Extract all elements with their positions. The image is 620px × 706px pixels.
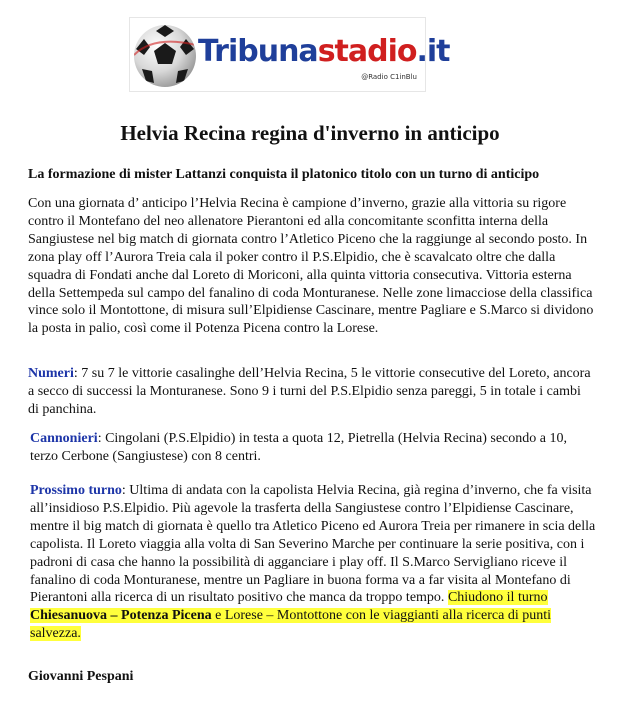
article-subtitle: La formazione di mister Lattanzi conquista il platonico titolo con un turno di anticipo [28,167,540,182]
logo-part-stadio: stadio [317,34,417,69]
radio-tag: @Radio C1inBlu [361,73,417,81]
soccer-ball-icon [134,25,196,87]
logo-part-tribuna: Tribuna [198,34,318,69]
highlight-bold-match: Chiesanuova – Potenza Picena [30,608,212,624]
cannonieri-label: Cannonieri [30,431,98,446]
article-author: Giovanni Pespani [28,669,134,684]
article-title: Helvia Recina regina d'inverno in anticipo [120,121,500,145]
numeri-label: Numeri [28,366,74,381]
prossimo-turno-label: Prossimo turno [30,483,122,498]
numeri-text: : 7 su 7 le vittorie casalinghe dell’Helvia Recina, 5 le vittorie consecutive del Loreto, ancora a secco di successi la Monturanese. Sono 9 i turni del P.S.Elpidio senza pareggi, 5 in totale i cambi di panchina. [28,366,591,417]
site-banner[interactable] [129,17,450,92]
cannonieri-text: : Cingolani (P.S.Elpidio) in testa a quota 12, Pietrella (Helvia Recina) secondo a 10, terzo Cerbone (Sangiustese) con 8 centri. [30,431,567,464]
prossimo-turno-text: : Ultima di andata con la capolista Helvia Recina, già regina d’inverno, che fa visita all’insidioso P.S.Elpidio. Più agevole la trasferta della Sangiustese contro l’Elpidiense Cascinare, mentre il big match di giornata è quello tra Atletico Piceno ed Aurora Treia per rimanere in scia della capolista. Il Loreto viaggia alla volta di San Severino Marche per continuare la serie positiva, con i padroni di casa che hanno la possibilità di agganciare i play off. Il S.Marco Servigliano riceve il fanalino di coda Monturanese, mentre un Pagliare in buona forma va a far visita al Montefano di Pierantoni alla ricerca di un risultato positivo che manca da troppo tempo. [30,483,596,606]
site-logo [198,34,450,69]
article-paragraph-prossimo-turno [30,482,596,643]
article-paragraph-intro: Con una giornata d’ anticipo l’Helvia Recina è campione d’inverno, grazie alla vittoria su rigore contro il Montefano del neo allenatore Pierantoni ed alla concomitante sconfitta interna della Sangiustese nel big match di giornata contro l’Atletico Piceno che la raggiunge al secondo posto. In zona play off l’Aurora Treia cala il poker contro il P.S.Elpidio, che è scavalcato oltre che dalla squadra di Fondati anche dal Loreto di Moriconi, alla quinta vittoria consecutiva. Vittoria esterna della Settempeda sul campo del fanalino di coda Monturanese. Nelle zone limacciose della classifica vince solo il Montottone, di misura sull’Elpidiense Cascinare, mentre Pagliare e S.Marco si dividono la posta in palio, così come il Potenza Picena contro la Lorese. [28,196,594,337]
highlight-text-1: Chiudono il turno [447,590,548,606]
article-paragraph-numeri [28,365,594,419]
logo-part-it: .it [416,34,450,69]
highlight-text-2: e Lorese – Montottone con le viaggianti alla ricerca di punti salvezza. [30,608,551,642]
article-paragraph-cannonieri [30,430,596,466]
